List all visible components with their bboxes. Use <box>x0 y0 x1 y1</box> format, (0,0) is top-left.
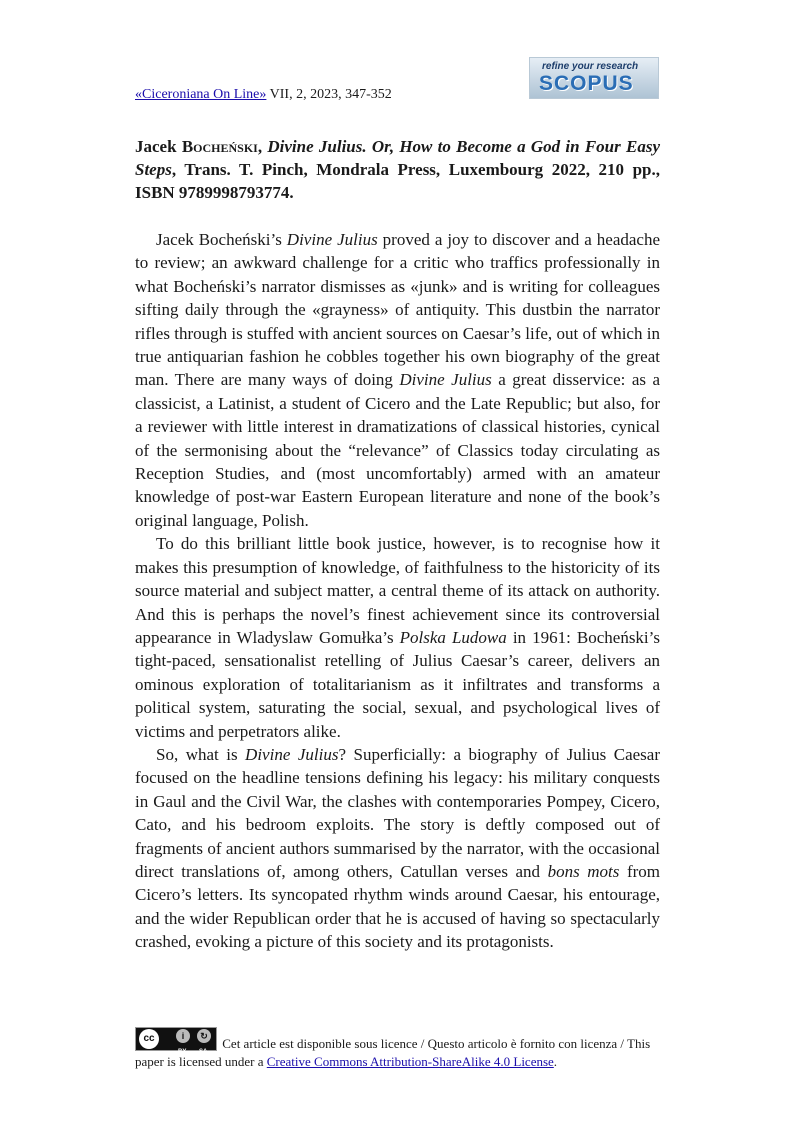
cc-by-sa-badge[interactable] <box>135 1027 217 1055</box>
share-alike-icon: ↻ <box>197 1029 211 1043</box>
license-link[interactable]: Creative Commons Attribution-ShareAlike 4.0 License <box>266 1054 554 1069</box>
paragraph-3: So, what is Divine Julius? Superficially: a biography of Julius Caesar focused on the headline tensions defining his legacy: his military conquests in Gaul and the Civil War, the clashes with contemporaries Pompey, Cicero, Cato, and his bedroom exploits. The story is deftly composed out of fragments of ancient authors summarised by the narrator, with the occasional direct translations of, among others, Catullan verses and bons mots from Cicero’s letters. Its syncopated rhythm winds around Caesar, his entourage, and the wider Republican order that he is accused of having so spectacularly crashed, evoking a picture of this society and its protagonists. <box>135 744 661 952</box>
scopus-tagline: refine your research <box>542 61 639 72</box>
journal-link[interactable]: «Ciceroniana On Line» <box>135 87 267 102</box>
review-body <box>135 228 660 954</box>
cc-icon: cc <box>139 1029 159 1049</box>
author-first-name: Jacek <box>135 137 182 156</box>
book-details: , Trans. T. Pinch, Mondrala Press, Luxembourg 2022, 210 pp., ISBN 9789998793774. <box>135 160 660 202</box>
license-footer: cc i ↻ BY SA Cet article est disponible sous licence / Questo articolo è fornito con licenza / This paper is licensed under a Creative Commons Attribution-ShareAlike 4.0 License. <box>135 1027 665 1071</box>
scopus-logo[interactable] <box>529 57 659 99</box>
book-title: Divine Julius. Or, How to Become a God in Four Easy Steps <box>135 137 661 179</box>
book-citation: Jacek Bocheński, Divine Julius. Or, How to Become a God in Four Easy Steps, Trans. T. Pinch, Mondrala Press, Luxembourg 2022, 210 pp., ISBN 9789998793774. <box>135 137 661 202</box>
journal-header <box>135 86 392 104</box>
scopus-brand: SCOPUS <box>539 72 634 95</box>
by-label: BY <box>178 1049 187 1055</box>
attribution-icon: i <box>176 1029 190 1043</box>
license-text: Cet article est disponible sous licence / Questo articolo è fornito con licenza / This paper is licensed under a <box>135 1036 651 1069</box>
paragraph-2: To do this brilliant little book justice, however, is to recognise how it makes this presumption of knowledge, of faithfulness to the historicity of its source material and subject matter, a central theme of its attack on authority. And this is perhaps the novel’s finest achievement since its controversial appearance in Wladyslaw Gomułka’s Polska Ludowa in 1961: Bocheński’s tight-paced, sensationalist retelling of Julius Caesar’s career, delivers an ominous exploration of totalitarianism as it infiltrates and transforms a political system, saturating the social, sexual, and psychological lives of victims and perpetrators alike. <box>135 534 660 741</box>
sa-label: SA <box>199 1049 208 1055</box>
paragraph-1: Jacek Bocheński’s Divine Julius proved a joy to discover and a headache to review; an awkward challenge for a critic who traffics professionally in what Bocheński’s narrator dismisses as «junk» and is writing for colleagues sifting daily through the «grayness» of antiquity. This dustbin the narrator rifles through is stuffed with ancient sources on Caesar’s life, out of which in true antiquarian fashion he cobbles together his own biography of the great man. There are many ways of doing Divine Julius a great disservice: as a classicist, a Latinist, a student of Cicero and the Late Republic; but also, for a reviewer with little interest in dramatizations of classical histories, cynical of the sermonising about the “relevance” of Classics today circulating as Reception Studies, and (most uncomfortably) armed with an amateur knowledge of post-war Eastern European literature and none of the book’s original language, Polish. <box>135 230 661 530</box>
author-last-name: Bocheński <box>181 137 258 156</box>
issue-citation: VII, 2, 2023, 347-352 <box>266 87 392 102</box>
